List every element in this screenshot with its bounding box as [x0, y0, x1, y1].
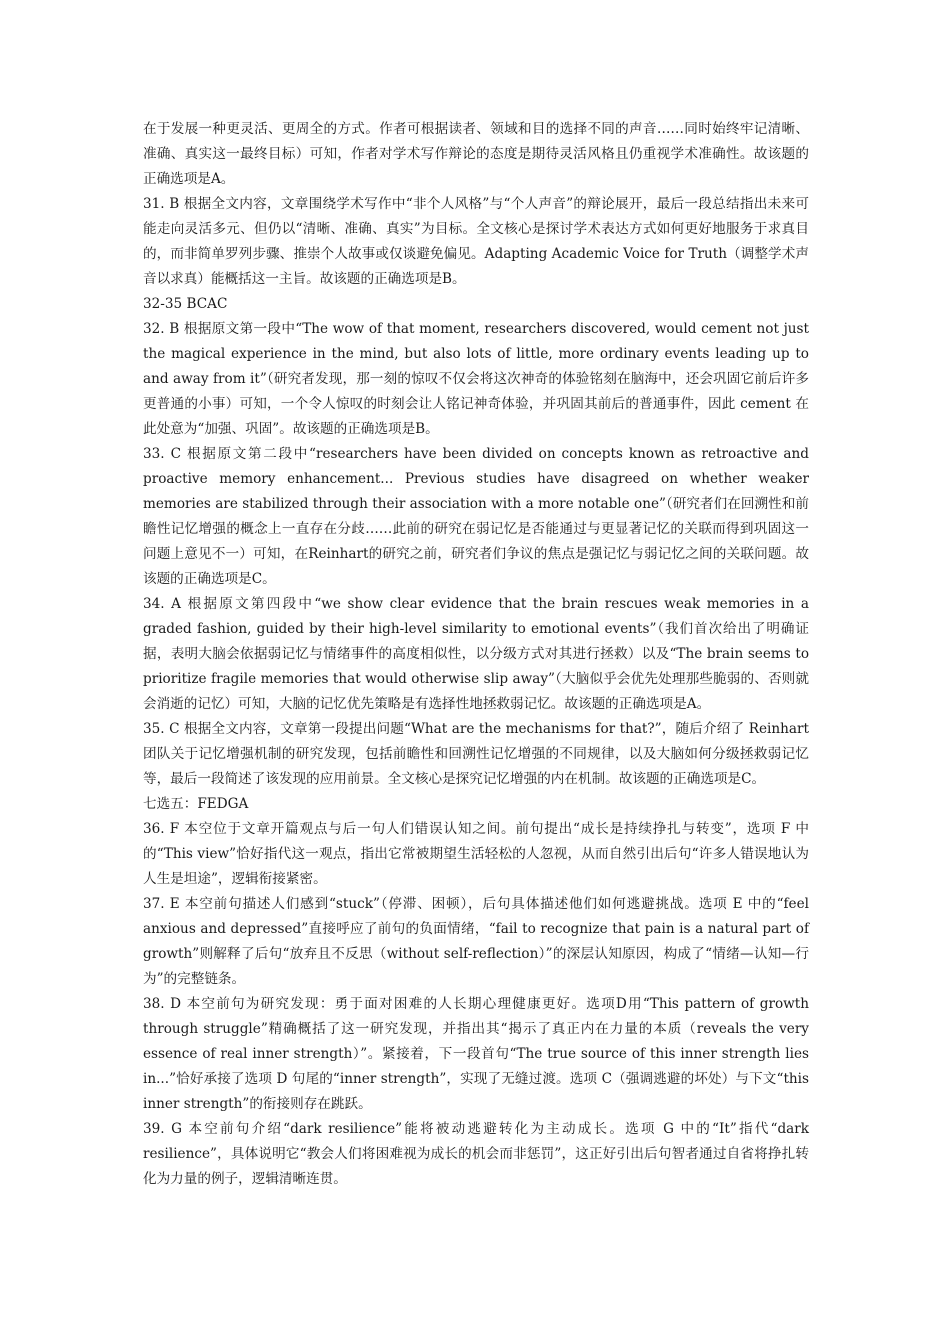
paragraph-39: 39. G 本空前句介绍“dark resilience”能将被动逃避转化为主动成长。选项 G 中的“It”指代“dark resilience”，具体说明它“教会人们将困难视为成长的机会而非惩罚”，这正好引出后句智者通过自省将挣扎转化为力量的例子，逻辑清晰连贯。 — [143, 1121, 809, 1187]
answer-key-32-35: 32-35 BCAC — [143, 296, 228, 312]
paragraph-30-continued: 在于发展一种更灵活、更周全的方式。作者可根据读者、领域和目的选择不同的声音……同时始终牢记清晰、准确、真实这一最终目标）可知，作者对学术写作辩论的态度是期待灵活风格且仍重视学术准确性。故该题的正确选项是A。 — [143, 121, 809, 187]
answer-explanations — [143, 117, 809, 1192]
paragraph-33: 33. C 根据原文第二段中“researchers have been divided on concepts known as retroactive and proactive memory enhancement... Previous studies have disagreed on whether weaker memories are stabilized through their association with a more notable one”（研究者们在回溯性和前瞻性记忆增强的概念上一直存在分歧……此前的研究在弱记忆是否能通过与更显著记忆的关联而得到巩固这一问题上意见不一）可知，在Reinhart的研究之前，研究者们争议的焦点是强记忆与弱记忆之间的关联问题。故该题的正确选项是C。 — [143, 446, 809, 587]
paragraph-31: 31. B 根据全文内容，文章围绕学术写作中“非个人风格”与“个人声音”的辩论展开，最后一段总结指出未来可能走向灵活多元、但仍以“清晰、准确、真实”为目标。全文核心是探讨学术表达方式如何更好地服务于求真目的，而非简单罗列步骤、推崇个人故事或仅谈避免偏见。Adapting Academic Voice for Truth（调整学术声音以求真）能概括这一主旨。故该题的正确选项是B。 — [143, 196, 809, 287]
paragraph-35: 35. C 根据全文内容，文章第一段提出问题“What are the mechanisms for that?”，随后介绍了 Reinhart 团队关于记忆增强机制的研究发现，包括前瞻性和回溯性记忆增强的不同规律，以及大脑如何分级拯救弱记忆等，最后一段简述了该发现的应用前景。全文核心是探究记忆增强的内在机制。故该题的正确选项是C。 — [143, 721, 809, 787]
paragraph-38: 38. D 本空前句为研究发现：勇于面对困难的人长期心理健康更好。选项D用“This pattern of growth through struggle”精确概括了这一研究发现，并指出其“揭示了真正内在力量的本质（reveals the very essence of real inner strength）”。紧接着，下一段首句“The true source of this inner strength lies in...”恰好承接了选项 D 句尾的“inner strength”，实现了无缝过渡。选项 C（强调逃避的坏处）与下文“this inner strength”的衔接则存在跳跃。 — [143, 996, 809, 1112]
answer-key-seven-choose-five: 七选五：FEDGA — [143, 796, 249, 812]
paragraph-32: 32. B 根据原文第一段中“The wow of that moment, researchers discovered, would cement not just the magical experience in the mind, but also lots of little, more ordinary events leading up to and away from it”（研究者发现，那一刻的惊叹不仅会将这次神奇的体验铭刻在脑海中，还会巩固它前后许多更普通的小事）可知，一个令人惊叹的时刻会让人铭记神奇体验，并巩固其前后的普通事件，因此 cement 在此处意为“加强、巩固”。故该题的正确选项是B。 — [143, 321, 809, 437]
paragraph-36: 36. F 本空位于文章开篇观点与后一句人们错误认知之间。前句提出“成长是持续挣扎与转变”，选项 F 中的“This view”恰好指代这一观点，指出它常被期望生活轻松的人忽视，从而自然引出后句“许多人错误地认为人生是坦途”，逻辑衔接紧密。 — [143, 821, 809, 887]
paragraph-37: 37. E 本空前句描述人们感到“stuck”（停滞、困顿），后句具体描述他们如何逃避挑战。选项 E 中的“feel anxious and depressed”直接呼应了前句的负面情绪，“fail to recognize that pain is a natural part of growth”则解释了后句“放弃且不反思（without self-reflection）”的深层认知原因，构成了“情绪—认知—行为”的完整链条。 — [143, 896, 809, 987]
paragraph-34: 34. A 根据原文第四段中“we show clear evidence that the brain rescues weak memories in a graded fashion, guided by their high-level similarity to emotional events”（我们首次给出了明确证据，表明大脑会依据弱记忆与情绪事件的高度相似性，以分级方式对其进行拯救）以及“The brain seems to prioritize fragile memories that would otherwise slip away”（大脑似乎会优先处理那些脆弱的、否则就会消逝的记忆）可知，大脑的记忆优先策略是有选择性地拯救弱记忆。故该题的正确选项是A。 — [143, 596, 809, 712]
